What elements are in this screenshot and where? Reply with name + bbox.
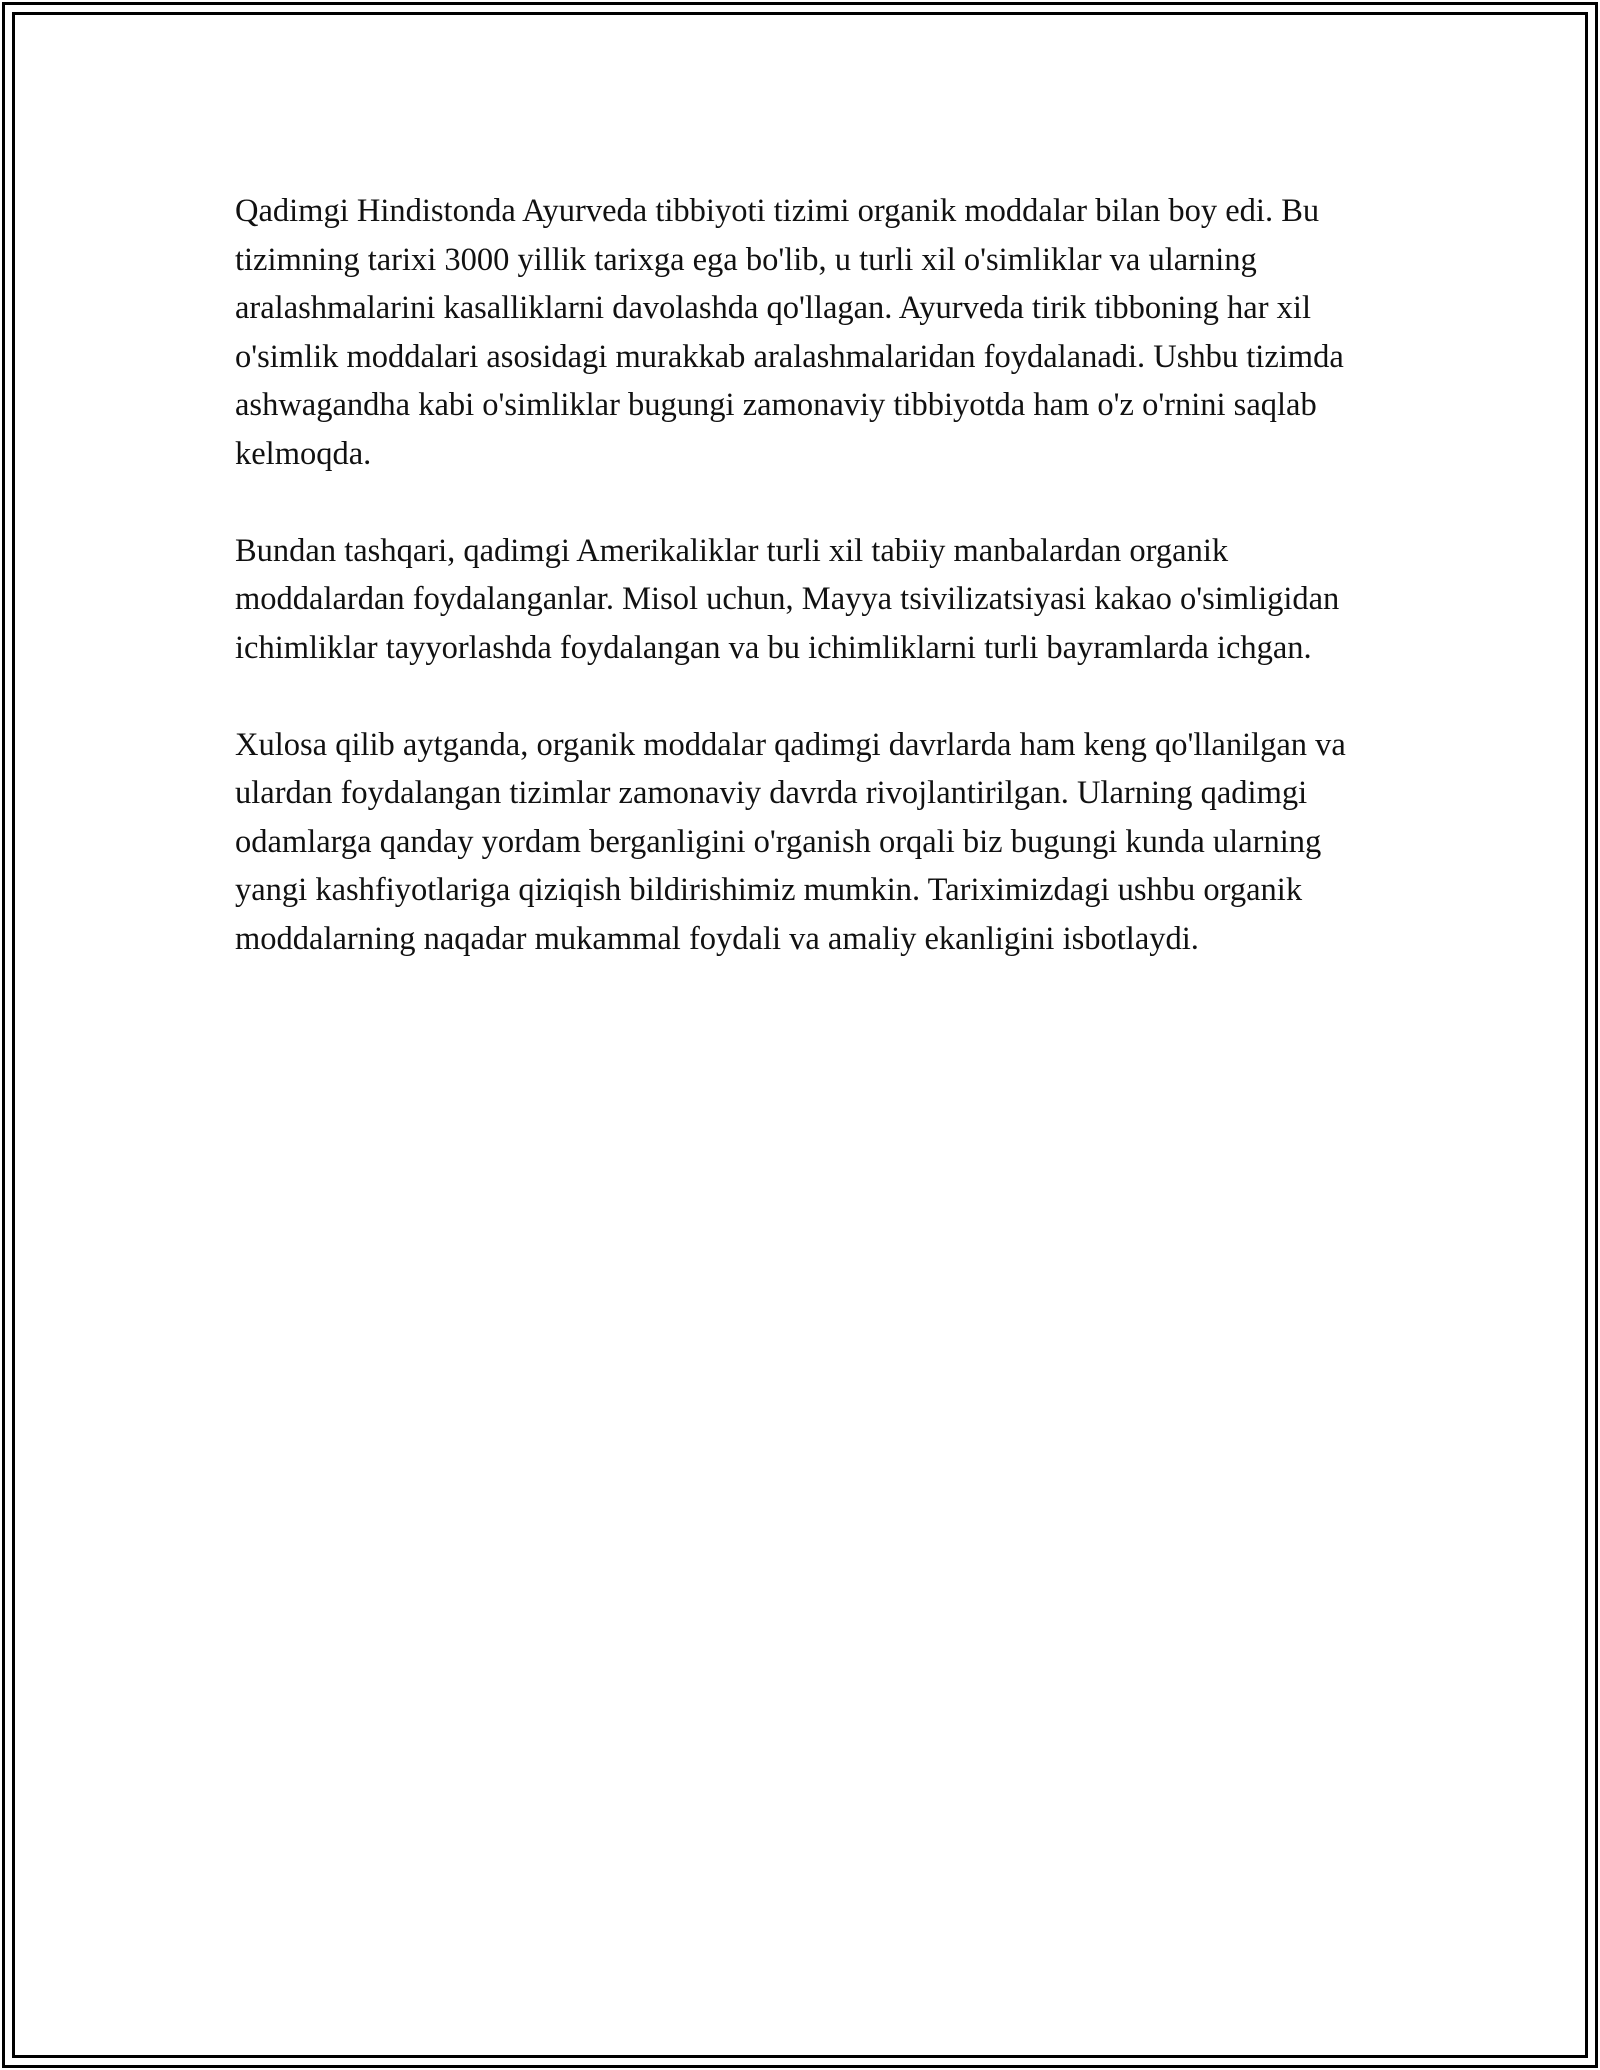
paragraph-conclusion: Xulosa qilib aytganda, organik moddalar qadimgi davrlarda ham keng qo'llanilgan va ulardan foydalangan tizimlar zamonaviy davrda rivojlantirilgan. Ularning qadimgi odamlarga qanday yordam berganligini o'rganish orqali biz bugungi kunda ularning yangi kashfiyotlariga qiziqish bildirishimiz mumkin. Tariximizdagi ushbu organik moddalarning naqadar mukammal foydali va amaliy ekanligini isbotlaydi. <box>235 726 1346 957</box>
document-body <box>235 187 1370 1012</box>
paragraph-americas: Bundan tashqari, qadimgi Amerikaliklar turli xil tabiiy manbalardan organik moddalardan foydalanganlar. Misol uchun, Mayya tsivilizatsiyasi kakao o'simligidan ichimliklar tayyorlashda foydalangan va bu ichimliklarni turli bayramlarda ichgan. <box>235 532 1340 666</box>
paragraph-ayurveda: Qadimgi Hindistonda Ayurveda tibbiyoti tizimi organik moddalar bilan boy edi. Bu tizimning tarixi 3000 yillik tarixga ega bo'lib, u turli xil o'simliklar va ularning aralashmalarini kasalliklarni davolashda qo'llagan. Ayurveda tirik tibboning har xil o'simlik moddalari asosidagi murakkab aralashmalaridan foydalanadi. Ushbu tizimda ashwagandha kabi o'simliklar bugungi zamonaviy tibbiyotda ham o'z o'rnini saqlab kelmoqda. <box>235 193 1344 472</box>
